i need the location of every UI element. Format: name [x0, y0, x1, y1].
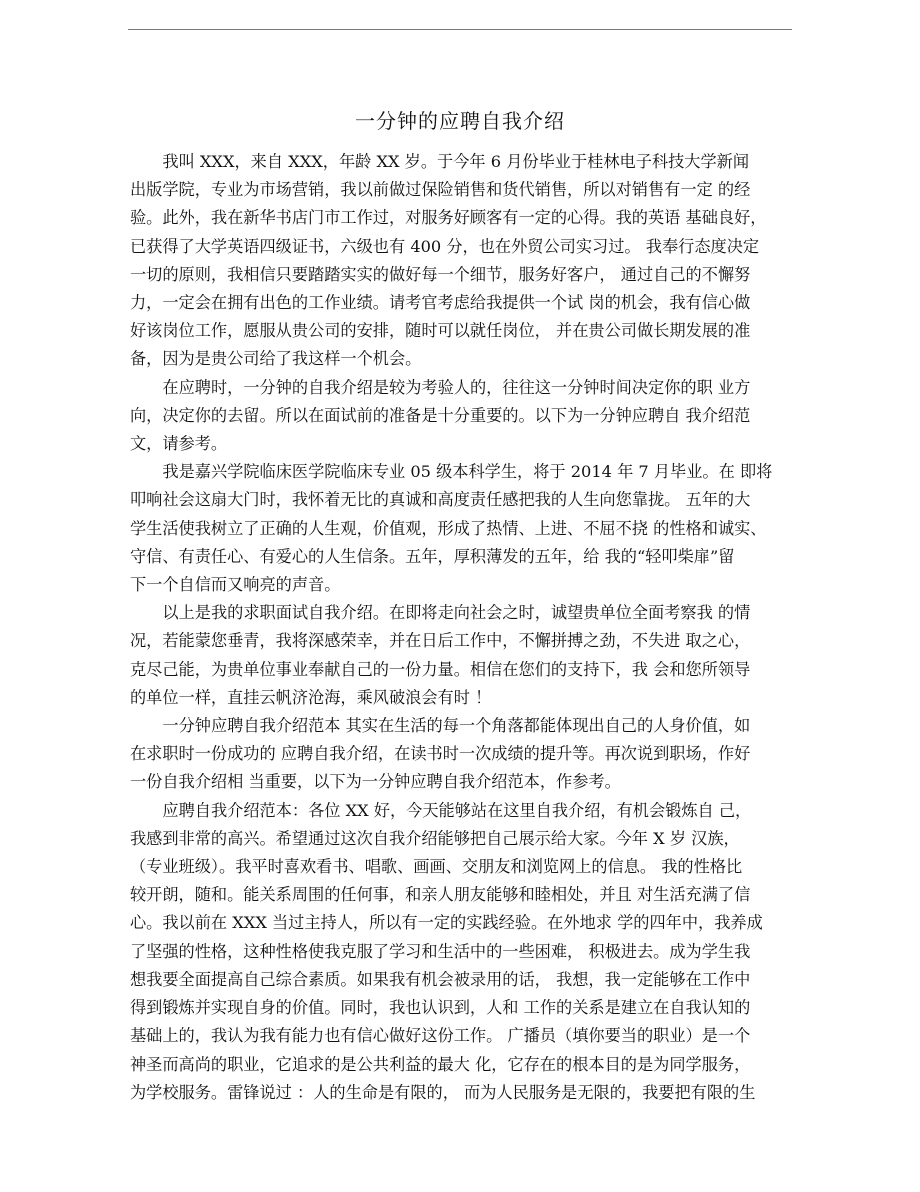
- text-line: 较开朗，随和。能关系周围的任何事，和亲人朋友能够和睦相处，并且 对生活充满了信: [130, 885, 751, 905]
- text-line: 一分钟应聘自我介绍范本 其实在生活的每一个角落都能体现出自己的人身价值，如: [162, 716, 751, 736]
- text-line: 下一个自信而又响亮的声音。: [130, 575, 341, 595]
- text-line: 基础上的，我认为我有能力也有信心做好这份工作。 广播员（填你要当的职业）是一个: [130, 1026, 751, 1046]
- text-line: 克尽己能，为贵单位事业奉献自己的一份力量。相信在您们的支持下，我 会和您所领导: [130, 659, 751, 679]
- text-line: 在求职时一份成功的 应聘自我介绍，在读书时一次成绩的提升等。再次说到职场，作好: [130, 744, 751, 764]
- document-body: [130, 148, 792, 1107]
- text-line: 出版学院，专业为市场营销，我以前做过保险销售和货代销售，所以对销售有一定 的经: [130, 180, 751, 200]
- text-line: 学生活使我树立了正确的人生观，价值观，形成了热情、上进、不屈不挠 的性格和诚实、: [130, 518, 767, 538]
- paragraph: [130, 458, 792, 599]
- text-line: 一切的原则，我相信只要踏踏实实的做好每一个细节，服务好客户， 通过自己的不懈努: [130, 264, 751, 284]
- paragraph: [130, 797, 792, 1107]
- text-line: 心。我以前在 XXX 当过主持人，所以有一定的实践经验。在外地求 学的四年中，我养成: [130, 913, 763, 933]
- text-line: 了坚强的性格，这种性格使我克服了学习和生活中的一些困难， 积极进去。成为学生我: [130, 941, 751, 961]
- text-line: 为学校服务。雷锋说过 ：人的生命是有限的， 而为人民服务是无限的，我要把有限的生: [130, 1082, 756, 1102]
- text-line: 力，一定会在拥有出色的工作业绩。请考官考虑给我提供一个试 岗的机会，我有信心做: [130, 293, 751, 313]
- text-line: 叩响社会这扇大门时，我怀着无比的真诚和高度责任感把我的人生向您靠拢。 五年的大: [130, 490, 751, 510]
- text-line: 文，请参考。: [130, 434, 228, 454]
- paragraph: [130, 712, 792, 797]
- text-line: 我叫 XXX，来自 XXX，年龄 XX 岁。于今年 6 月份毕业于桂林电子科技大学新闻: [162, 152, 750, 171]
- text-line: 我是嘉兴学院临床医学院临床专业 05 级本科学生，将于 2014 年 7 月毕业。在 即将: [162, 462, 773, 482]
- text-line: 得到锻炼并实现自身的价值。同时，我也认识到，人和 工作的关系是建立在自我认知的: [130, 998, 751, 1018]
- text-line: 已获得了大学英语四级证书，六级也有 400 分，也在外贸公司实习过。 我奉行态度决定: [130, 236, 760, 256]
- text-line: 想我要全面提高自己综合素质。如果我有机会被录用的话， 我想，我一定能够在工作中: [130, 969, 751, 989]
- text-line: 守信、有责任心、有爱心的人生信条。五年，厚积薄发的五年，给 我的“轻叩柴扉”留: [130, 546, 735, 566]
- text-line: 备，因为是贵公司给了我这样一个机会。: [130, 349, 422, 369]
- paragraph: [130, 599, 792, 712]
- text-line: 应聘自我介绍范本：各位 XX 好，今天能够站在这里自我介绍，有机会锻炼自 己，: [162, 800, 752, 820]
- text-line: 的单位一样，直挂云帆济沧海，乘风破浪会有时 ！: [130, 687, 492, 707]
- text-line: 验。此外，我在新华书店门市工作过，对服务好顾客有一定的心得。我的英语 基础良好，: [130, 208, 767, 228]
- text-line: 神圣而高尚的职业，它追求的是公共利益的最大 化，它存在的根本目的是为同学服务，: [130, 1054, 751, 1074]
- text-line: 况，若能蒙您垂青，我将深感荣幸，并在日后工作中，不懈拼搏之劲，不失进 取之心，: [130, 631, 751, 651]
- paragraph: [130, 374, 792, 459]
- header-rule: [128, 29, 792, 30]
- text-line: 一份自我介绍相 当重要，以下为一分钟应聘自我介绍范本，作参考。: [130, 772, 621, 792]
- text-line: 我感到非常的高兴。希望通过这次自我介绍能够把自己展示给大家。今年 X 岁 汉族，: [130, 828, 740, 848]
- text-line: 好该岗位工作，愿服从贵公司的安排，随时可以就任岗位， 并在贵公司做长期发展的准: [130, 321, 751, 341]
- paragraph: [130, 148, 792, 374]
- text-line: 在应聘时，一分钟的自我介绍是较为考验人的，往往这一分钟时间决定你的职 业方: [162, 377, 751, 397]
- text-line: 以上是我的求职面试自我介绍。在即将走向社会之时，诚望贵单位全面考察我 的情: [162, 603, 751, 623]
- text-line: 向，决定你的去留。所以在面试前的准备是十分重要的。以下为一分钟应聘自 我介绍范: [130, 405, 751, 425]
- text-line: （专业班级）。我平时喜欢看书、唱歌、画画、交朋友和浏览网上的信息。 我的性格比: [130, 857, 743, 877]
- document-title: 一分钟的应聘自我介绍: [355, 109, 565, 133]
